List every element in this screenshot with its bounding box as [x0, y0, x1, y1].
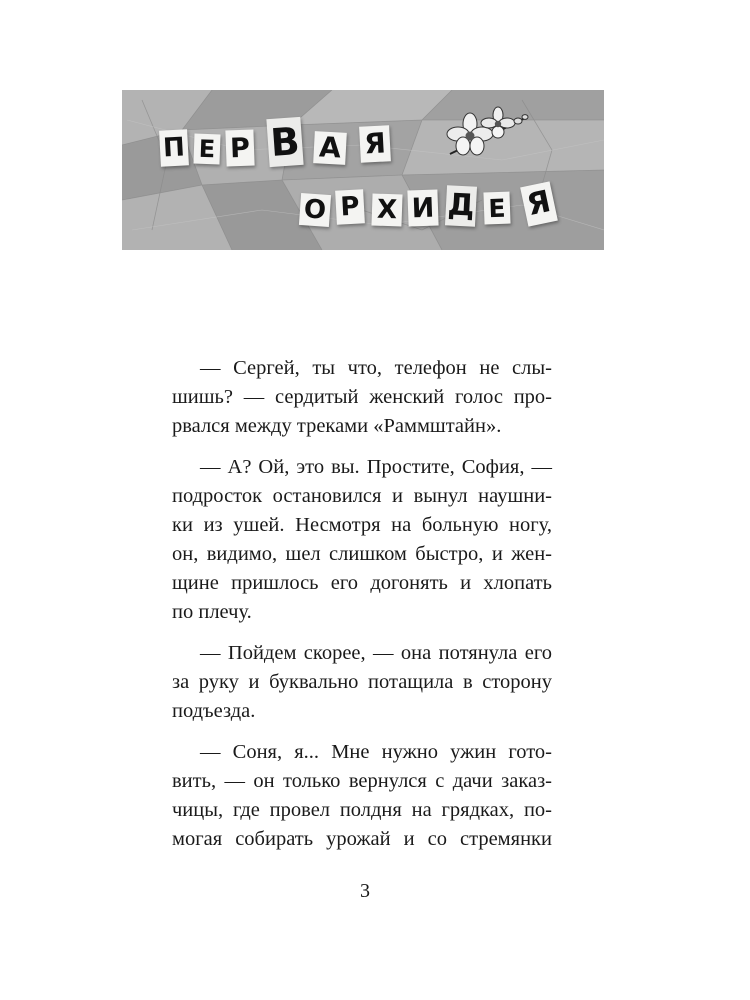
text-line: — А? Ой, это вы. Простите, София, —	[200, 456, 552, 478]
text-line: могая собирать урожай и со стремянки	[172, 828, 552, 850]
text-line: подъезда.	[172, 700, 256, 722]
title-letter: П	[159, 129, 189, 166]
title-letter: А	[313, 131, 347, 165]
chapter-text	[172, 354, 552, 866]
title-letter: Р	[335, 189, 365, 224]
title-letter: Я	[520, 181, 558, 226]
text-line: чицы, где провел полдня на грядках, по-	[172, 799, 552, 821]
title-letter: В	[266, 117, 303, 167]
orchid-icon	[440, 104, 530, 162]
text-line: — Пойдем скорее, — она потянула его	[200, 642, 552, 664]
text-line: по плечу.	[172, 601, 252, 623]
paragraph	[172, 354, 552, 441]
text-line: — Соня, я... Мне нужно ужин гото-	[200, 741, 552, 763]
text-line: рвался между треками «Раммштайн».	[172, 415, 502, 437]
paragraph	[172, 639, 552, 726]
text-line: вить, — он только вернулся с дачи заказ-	[172, 770, 552, 792]
paragraph	[172, 738, 552, 854]
title-letter: Х	[371, 193, 402, 226]
text-line: он, видимо, шел слишком быстро, и жен-	[172, 543, 552, 565]
text-line: — Сергей, ты что, телефон не слы-	[200, 357, 552, 379]
text-line: щине пришлось его догонять и хлопать	[172, 572, 552, 594]
title-letter: И	[407, 189, 438, 226]
title-letter: Я	[359, 125, 391, 163]
title-letter: Р	[225, 130, 254, 167]
page-number: 3	[360, 880, 370, 902]
title-letter: Е	[193, 134, 220, 165]
text-line: ки из ушей. Несмотря на больную ногу,	[172, 514, 552, 536]
text-line: подросток остановился и вынул наушни-	[172, 485, 552, 507]
text-line: за руку и буквально потащила в сторону	[172, 671, 552, 693]
title-letter: О	[299, 193, 331, 227]
title-banner	[122, 90, 604, 250]
title-letter: Д	[445, 185, 477, 227]
title-letter: Е	[483, 192, 510, 225]
paragraph	[172, 453, 552, 627]
text-line: шишь? — сердитый женский голос про-	[172, 386, 552, 408]
